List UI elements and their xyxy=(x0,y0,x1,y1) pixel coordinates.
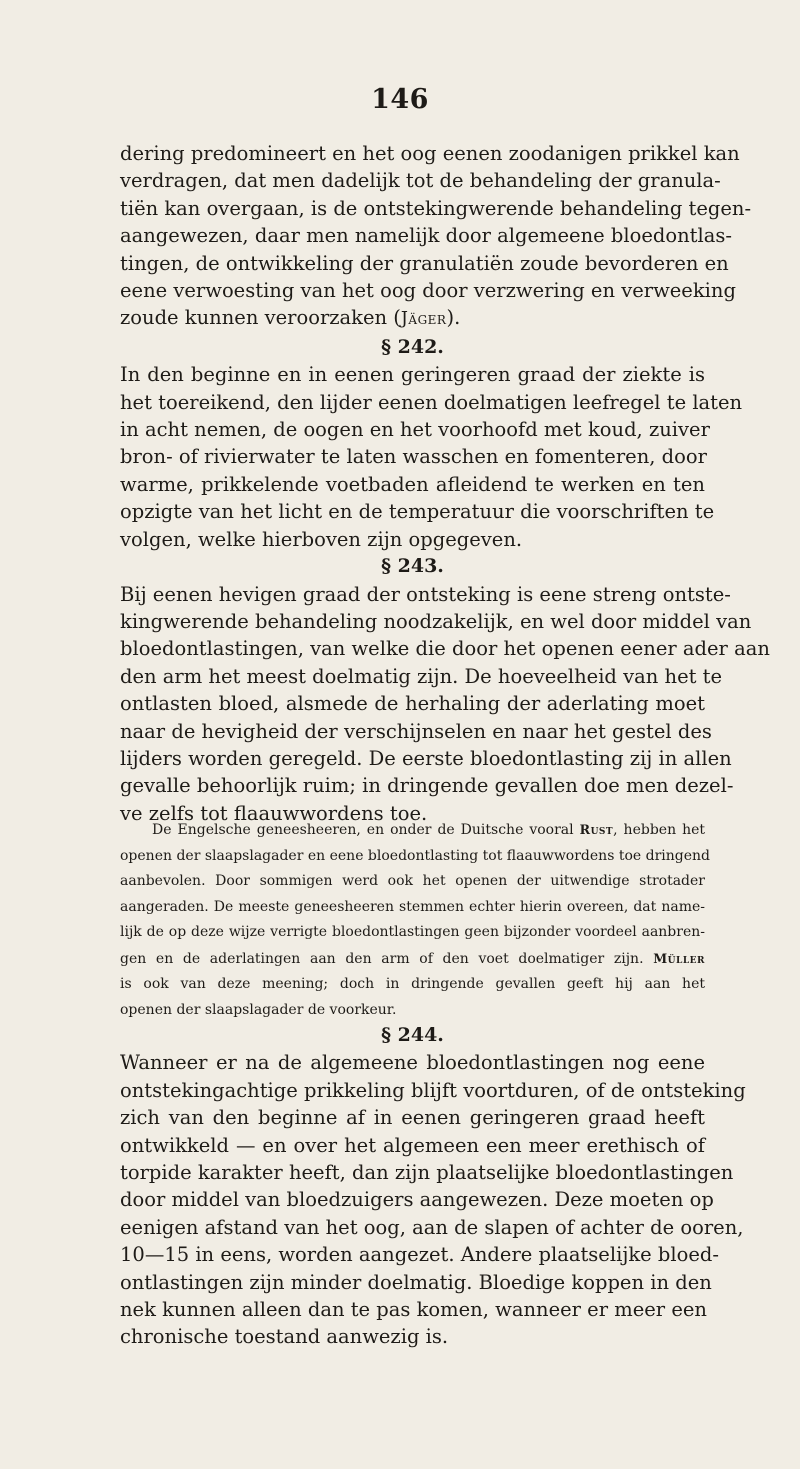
text-line: zoude kunnen veroorzaken (Jäger). xyxy=(120,306,461,330)
text-line: Wanneer er na de algemeene bloedontlastingen nog eene xyxy=(120,1051,705,1075)
footnote-line: aangeraden. De meeste geneesheeren stemmen echter hierin overeen, dat name- xyxy=(120,898,705,915)
text-line: aangewezen, daar men namelijk door algemeene bloedontlas- xyxy=(120,224,732,248)
text-line: door middel van bloedzuigers aangewezen. Deze moeten op xyxy=(120,1188,714,1212)
author-name: Müller xyxy=(653,950,705,966)
footnote-line: De Engelsche geneesheeren, en onder de Duitsche vooral Rust, hebben het xyxy=(152,822,705,838)
page-number: 146 xyxy=(371,84,429,115)
text-line: ontlasten bloed, alsmede de herhaling der aderlating moet xyxy=(120,692,705,716)
text-line: zich van den beginne af in eenen geringeren graad heeft xyxy=(120,1106,705,1130)
footnote-line: openen der slaapslagader de voorkeur. xyxy=(120,1001,397,1018)
footnote-line: aanbevolen. Door sommigen werd ook het openen der uitwendige strotader xyxy=(120,873,705,889)
text-line: In den beginne en in eenen geringeren graad der ziekte is xyxy=(120,363,705,387)
author-name: Jäger xyxy=(400,309,447,330)
text-line: bron- of rivierwater te laten wasschen en fomenteren, door xyxy=(120,445,707,469)
section-heading-244: § 244. xyxy=(381,1024,444,1046)
text-line: dering predomineert en het oog eenen zoodanigen prikkel kan xyxy=(120,142,740,165)
paragraph-continuation xyxy=(120,140,770,827)
text-line: ontwikkeld — en over het algemeen een meer erethisch of xyxy=(120,1133,705,1157)
text-line: gevalle behoorlijk ruim; in dringende gevallen doe men dezel- xyxy=(120,774,734,798)
text-line: ve zelfs tot flaauwwordens toe. xyxy=(120,801,428,825)
text-line: ontlastingen zijn minder doelmatig. Bloedige koppen in den xyxy=(120,1270,712,1294)
text-line: naar de hevigheid der verschijnselen en naar het gestel des xyxy=(120,719,712,743)
text-line: tiën kan overgaan, is de ontstekingwerende behandeling tegen- xyxy=(120,196,752,220)
footnote xyxy=(120,817,710,1023)
text-line: chronische toestand aanwezig is. xyxy=(120,1325,449,1349)
text-line: verdragen, dat men dadelijk tot de behandeling der granula- xyxy=(120,169,721,193)
footnote-line: openen der slaapslagader en eene bloedontlasting tot flaauwwordens toe dringend xyxy=(120,847,710,864)
text-line: het toereikend, den lijder eenen doelmatigen leefregel te laten xyxy=(120,390,743,414)
footnote-line: lijk de op deze wijze verrigte bloedontlastingen geen bijzonder voordeel aanbren- xyxy=(120,924,705,940)
footnote-line: gen en de aderlatingen aan den arm of den voet doelmatiger zijn. Müller xyxy=(120,950,705,967)
text-line: Bij eenen hevigen graad der ontsteking is eene streng ontste- xyxy=(120,582,731,606)
text-line: kingwerende behandeling noodzakelijk, en wel door middel van xyxy=(120,609,752,633)
text-line: ontstekingachtige prikkeling blijft voortduren, of de ontsteking xyxy=(120,1078,746,1102)
section-heading-243: § 243. xyxy=(381,555,444,578)
paragraph-244 xyxy=(120,1022,746,1351)
text-line: warme, prikkelende voetbaden afleidend te werken en ten xyxy=(120,472,705,496)
text-line: 10—15 in eens, worden aangezet. Andere plaatselijke bloed- xyxy=(120,1243,719,1267)
section-heading-242: § 242. xyxy=(381,335,444,358)
text-line: eenigen afstand van het oog, aan de slapen of achter de ooren, xyxy=(120,1215,744,1239)
text-line: in acht nemen, de oogen en het voorhoofd met koud, zuiver xyxy=(120,418,710,442)
footnote-line: is ook van deze meening; doch in dringende gevallen geeft hij aan het xyxy=(120,976,705,992)
author-name: Rust xyxy=(579,822,614,837)
text-line: nek kunnen alleen dan te pas komen, wanneer er meer een xyxy=(120,1298,707,1322)
text-line: lijders worden geregeld. De eerste bloedontlasting zij in allen xyxy=(120,746,732,770)
text-line: den arm het meest doelmatig zijn. De hoeveelheid van het te xyxy=(120,664,723,688)
text-line: volgen, welke hierboven zijn opgegeven. xyxy=(120,527,523,551)
text-line: bloedontlastingen, van welke die door het openen eener ader aan xyxy=(120,637,770,661)
text-line: tingen, de ontwikkeling der granulatiën zoude bevorderen en xyxy=(120,251,729,275)
text-line: opzigte van het licht en de temperatuur die voorschriften te xyxy=(120,500,715,524)
text-line: torpide karakter heeft, dan zijn plaatselijke bloedontlastingen xyxy=(120,1161,734,1185)
text-line: eene verwoesting van het oog door verzwering en verweeking xyxy=(120,279,736,303)
